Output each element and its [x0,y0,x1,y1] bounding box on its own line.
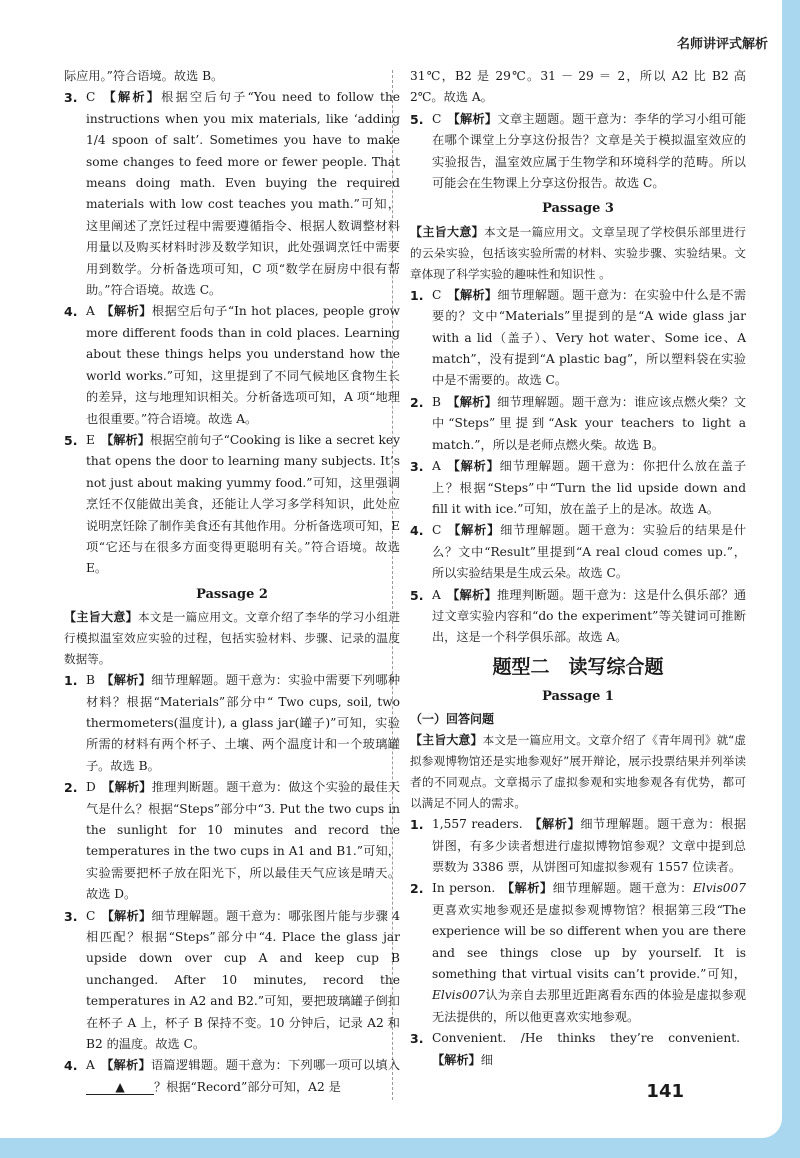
p3-answer-3 [410,456,746,520]
item-answer: A [432,587,441,602]
analysis-tag: 【解析】 [446,459,500,474]
item-number: 2. [64,780,78,796]
analysis-text: 细节理解题。题干意为：在实验中什么是不需要的？文中“Materials”里提到的是“A wide glass jar with a lid（盖子）、Very hot water、Some ice、A match”，没有提到“A plastic bag”，所以塑料袋在实验中是不需要的。故选 C。 [432,287,747,388]
item-answer: A [86,304,95,319]
item-number: 1. [64,673,78,689]
item-number: 5. [410,587,424,603]
p1-answer-3 [64,87,400,301]
analysis-text: 细节理解题。题干意为：哪张图片能与步骤 4 相匹配？根据“Steps”部分中“4. Place the glass jar upside down over cup A and keep cup B unchanged. After 10 minutes, record the temperatures in A2 and B2.”可知，要把玻璃罐子倒扣在杯子 A 上，杯子 B 保持不变。10 分钟后，记录 A2 和 B2 的温度。故选 C。 [86,908,400,1052]
analysis-tag: 【解析】 [446,394,498,409]
p3-answer-1 [410,285,746,392]
passage-3-title: Passage 3 [542,201,614,217]
item-answer: Convenient. /He thinks they’re convenient. [432,1031,740,1046]
s-answer-2 [410,878,746,1028]
item-answer: 1,557 readers. [432,817,523,832]
p2-answer-5 [410,109,746,195]
analysis-text: 文章主题题。题干意为：李华的学习小组可能在哪个课堂上分享这份报告？文章是关于模拟温室效应的实验报告，温室效应属于生物学和环境科学的范畴。所以可能会在生物课上分享这份报告。故选 C。 [432,111,747,191]
analysis-text: 根据空前句子“Cooking is like a secret key that opens the door to learning many subjects. It’s not just about making yummy food.”可知，这里强调烹饪不仅能做出美食，还能让人学习多学科知识，此处应说明烹饪除了制作美食还有其他作用。分析备选项可知，E 项“它还与在很多方面变得更聪明有关。”符合语境。故选 E。 [86,432,401,576]
item-answer: E [86,432,95,447]
analysis-text: 细节理解题。题干意为：实验中需要下列哪种材料？根据“Materials”部分中“ Two cups, soil, two thermometers(温度计), a glass jar(罐子)”可知，实验所需的材料有两个杯子、土壤、两个温度计和一个玻璃罐子。故选 B。 [86,673,401,773]
right-column [410,66,746,1071]
analysis-tag: 【解析】 [100,304,152,319]
analysis-text: 推理判断题。题干意为：这是什么俱乐部？通过文章实验内容和“do the experiment”等关键词可推断出，这是一个科学俱乐部。故选 A。 [432,587,747,645]
section-title: 题型二 读写综合题 [492,655,664,678]
analysis-text: 根据空后句子“In hot places, people grow more different foods than in cold places. Learning about these things helps you understand how the world works.”可知，这里提到了不同气候地区食物生长的差异，这与地理知识相关。分析备选项可知，A 项“地理也很重要。”符合语境。故选 A。 [86,304,400,426]
item-answer: B [86,673,95,688]
analysis-text-b: 更喜欢实地参观还是虚拟参观博物馆？根据第三段“The experience will be so different when you are there and see things close up by yourself. It is something that virtual visits can’t provide.”可知， [432,902,746,981]
analysis-text: 细节理解题。题干意为：实验后的结果是什么？文中“Result”里提到“A real cloud comes up.”，所以实验结果是生成云朵。故选 C。 [432,523,747,581]
section-passage-1-title: Passage 1 [542,688,614,704]
analysis-tag: 【解析】 [100,1058,151,1073]
item-number: 3. [410,459,424,475]
item-answer: In person. [432,881,496,896]
item-number: 2. [410,881,424,897]
p1-answer-5 [64,430,400,580]
analysis-tag: 【解析】 [101,90,162,105]
analysis-text: 细 [480,1052,493,1067]
analysis-text: 根据空后句子“You need to follow the instructions when you mix materials, like ‘adding 1/4 spoon of salt’. Sometimes you have to make some changes to feed more or fewer people. That means doing math. Even buying the required materials with low cost teaches you math.”可知，这里阐述了烹饪过程中需要遵循指令、根据人数调整材料用量以及购买材料时涉及数学知识，此处强调烹饪中需要用到数学。分析备选项可知，C 项“数学在厨房中很有帮助。”符合语境。故选 C。 [86,90,400,298]
summary-tag: 【主旨大意】 [410,733,483,748]
analysis-text: 语篇逻辑题。题干意为：下列哪一项可以填入 [150,1058,401,1073]
item-answer: C [86,908,96,923]
p3-answer-4 [410,520,746,584]
p1-answer-4 [64,301,400,429]
item-answer: D [86,780,96,795]
analysis-text: 推理判断题。题干意为：做这个实验的最佳天气是什么？根据“Steps”部分中“3. Put the two cups in the sunlight for 10 minutes and record the temperatures in the two cups in A1 and B1.”可知，实验需要把杯子放在阳光下，所以最佳天气应该是晴天。故选 D。 [86,780,401,902]
analysis-tag: 【解析】 [100,432,151,447]
item-number: 1. [410,287,424,303]
analysis-tag: 【解析】 [100,673,152,688]
analysis-text-c: 认为亲自去那里近距离看东西的体验是虚拟参观无法提供的，所以他更喜欢实地参观。 [432,988,746,1024]
fill-blank: ▲ [86,1080,154,1095]
analysis-tag: 【解析】 [101,780,152,795]
item-answer: B [432,394,441,409]
analysis-tag: 【解析】 [447,287,498,302]
item-answer: A [432,459,441,474]
item-answer: C [432,111,442,126]
item-answer: C [86,90,96,105]
passage-3-summary [410,222,746,285]
s-answer-1 [410,814,746,878]
page-number: 141 [646,1081,684,1102]
section-summary [410,730,746,814]
passage-2-title: Passage 2 [196,586,268,602]
analysis-tag: 【解析】 [501,881,553,896]
item-number: 4. [64,304,78,320]
item-answer: C [432,287,442,302]
continuation-line: 31℃，B2 是 29℃。31 － 29 ＝ 2，所以 A2 比 B2 高 2℃。故选 A。 [410,69,746,105]
item-number: 3. [64,908,78,924]
analysis-tag: 【解析】 [101,908,152,923]
summary-tag: 【主旨大意】 [410,224,484,239]
analysis-text: 细节理解题。题干意为： [552,881,693,896]
p3-answer-2 [410,392,746,456]
p2-answer-3 [64,906,400,1056]
item-number: 3. [64,90,78,106]
left-column [64,66,400,1098]
analysis-text-cont: ？根据“Record”部分可知，A2 是 [154,1079,341,1094]
item-number: 2. [410,394,424,410]
item-number: 3. [410,1031,424,1047]
item-number: 5. [64,432,78,448]
s-answer-3 [410,1028,746,1071]
header-title: 名师讲评式解析 [659,34,782,56]
summary-tag: 【主旨大意】 [64,610,138,625]
passage-2-summary [64,607,400,670]
sub-heading: （一）回答问题 [410,712,495,727]
username-2: Elvis007 [432,988,486,1003]
item-number: 1. [410,817,424,833]
item-answer: A [86,1058,95,1073]
p2-answer-2 [64,777,400,905]
analysis-text: 细节理解题。题干意为：你把什么放在盖子上？根据“Steps”中“Turn the lid upside down and fill it with ice.”可知，放在盖子上的是冰。故选 A。 [432,459,747,516]
continuation-line: 际应用。”符合语境。故选 B。 [64,69,224,83]
item-number: 4. [410,523,424,539]
analysis-text: 细节理解题。题干意为：根据饼图，有多少读者想进行虚拟博物馆参观？文章中提到总票数为 3386 票，从饼图可知虚拟参观有 1557 位读者。 [432,817,747,874]
summary-text: 本文是一篇应用文。文章介绍了《青年周刊》就“虚拟参观博物馆还是实地参观好”展开辩论，展示投票结果并列举读者的不同观点。文章揭示了虚拟参观和实地参观各有优势，都可以满足不同人的需求。 [410,733,746,811]
summary-text: 本文是一篇应用文。文章介绍了李华的学习小组进行模拟温室效应实验的过程，包括实验材料、步骤、记录的温度数据等。 [64,610,400,667]
analysis-tag: 【解析】 [432,1052,481,1067]
p2-answer-4 [64,1055,400,1098]
p2-answer-1 [64,670,400,777]
item-answer: C [432,523,442,538]
item-number: 5. [410,111,424,127]
p3-answer-5 [410,585,746,649]
analysis-tag: 【解析】 [447,523,501,538]
analysis-tag: 【解析】 [446,587,497,602]
username: Elvis007 [692,881,747,896]
analysis-text: 细节理解题。题干意为：谁应该点燃火柴？文中“Steps”里提到“Ask your teachers to light a match.”，所以是老师点燃火柴。故选 B。 [432,394,747,452]
analysis-tag: 【解析】 [528,817,581,832]
item-number: 4. [64,1058,78,1074]
analysis-tag: 【解析】 [447,111,498,126]
summary-text: 本文是一篇应用文。文章呈现了学校俱乐部里进行的云朵实验，包括该实验所需的材料、实验步骤、实验结果。文章体现了科学实验的趣味性和知识性 。 [410,224,746,281]
